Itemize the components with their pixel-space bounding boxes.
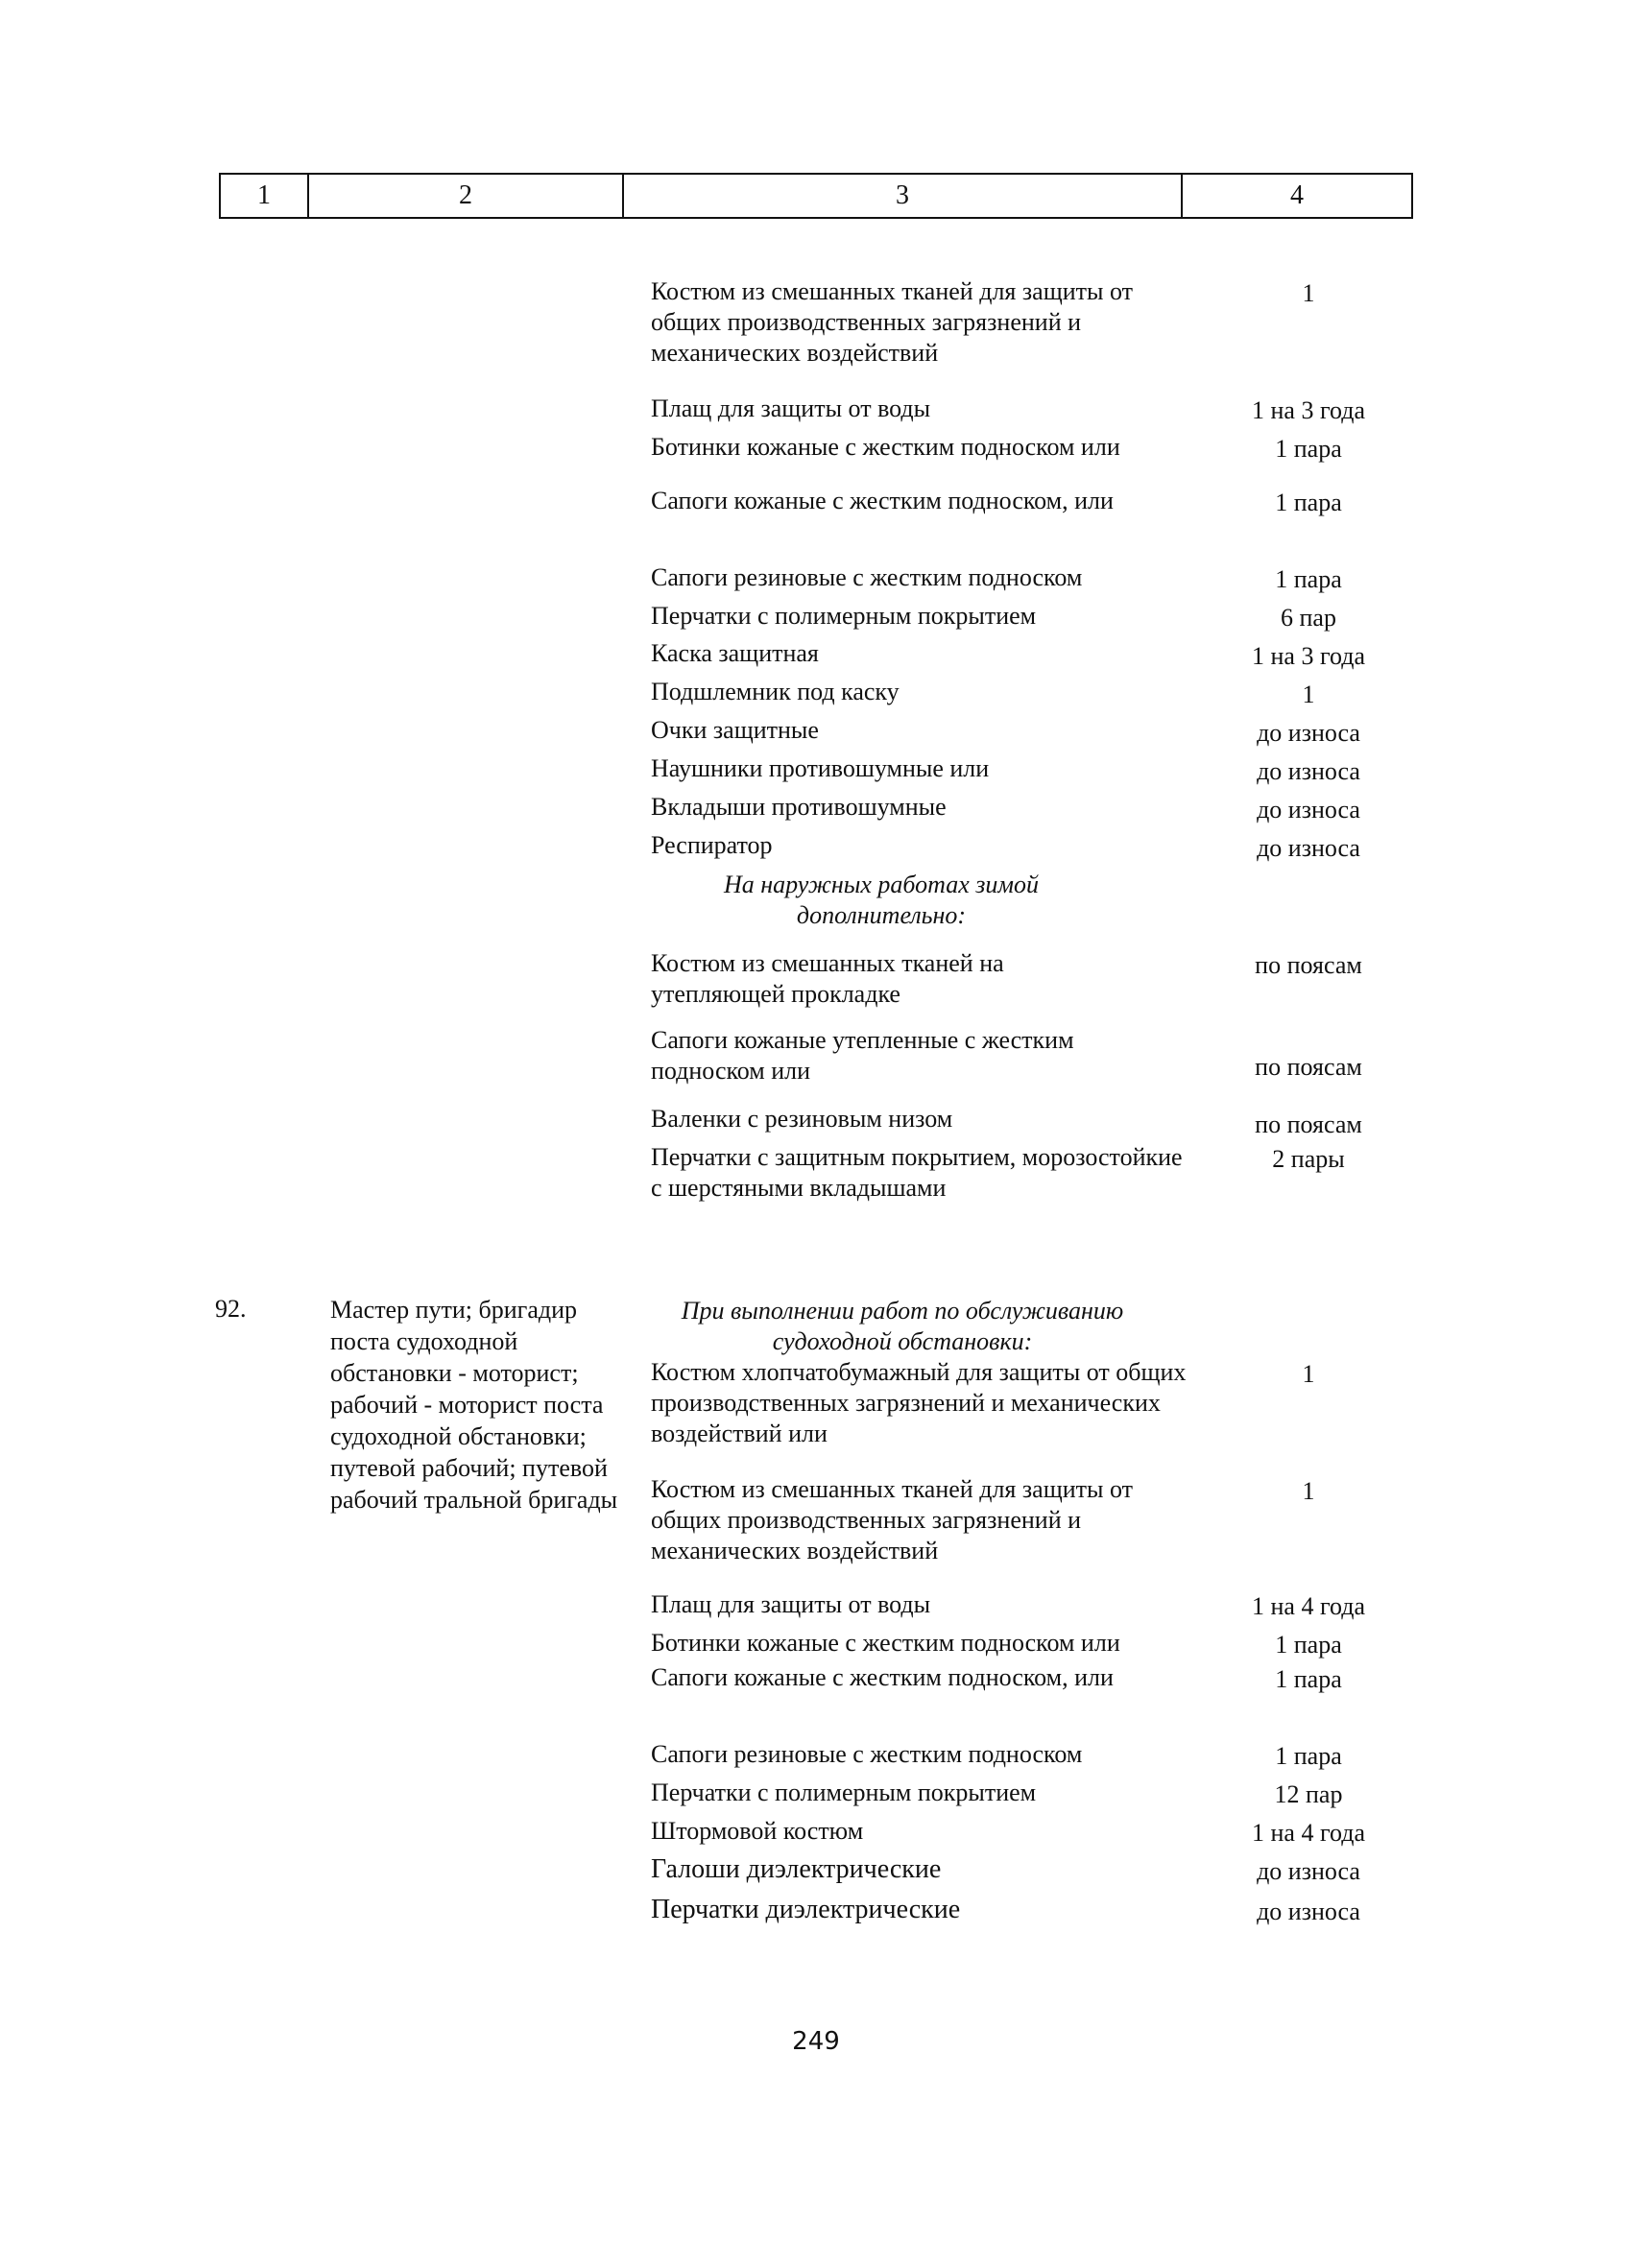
block2-item-4: Ботинки кожаные с жестким подноском или bbox=[651, 1629, 1120, 1657]
block1-item-12: Респиратор bbox=[651, 831, 773, 859]
block2-qty-4: 1 пара bbox=[1275, 1631, 1342, 1659]
block2-item-9: Галоши диэлектрические bbox=[651, 1854, 942, 1884]
block2-qty-8: 1 на 4 года bbox=[1252, 1819, 1365, 1847]
block1-qty-10: до износа bbox=[1257, 757, 1360, 785]
block1-item-2: Плащ для защиты от воды bbox=[651, 394, 931, 422]
block1-item-5: Сапоги резиновые с жестким подноском bbox=[651, 563, 1083, 591]
block2-item-10: Перчатки диэлектрические bbox=[651, 1895, 961, 1924]
winter-item-2: Сапоги кожаные утепленные с жестким подноском или bbox=[651, 1026, 1074, 1085]
block1-item-9: Очки защитные bbox=[651, 716, 819, 744]
block2-heading: При выполнении работ по обслуживанию судоходной обстановки: bbox=[681, 1297, 1124, 1355]
block2-qty-3: 1 на 4 года bbox=[1252, 1592, 1365, 1620]
block1-item-8: Подшлемник под каску bbox=[651, 678, 900, 705]
winter-item-1: Костюм из смешанных тканей на утепляющей прокладке bbox=[651, 949, 1004, 1008]
table-header-row bbox=[219, 173, 1413, 219]
block1-qty-9: до износа bbox=[1257, 719, 1360, 747]
block1-qty-2: 1 на 3 года bbox=[1252, 396, 1365, 424]
block1-item-4: Сапоги кожаные с жестким подноском, или bbox=[651, 487, 1114, 514]
job-title: Мастер пути; бригадир поста судоходной обстановки - моторист; рабочий - моторист поста судоходной обстановки; путевой рабочий; путевой рабочий тральной бригады bbox=[330, 1296, 618, 1514]
page-number: 249 bbox=[792, 2027, 840, 2056]
block2-qty-5: 1 пара bbox=[1275, 1665, 1342, 1693]
block2-item-3: Плащ для защиты от воды bbox=[651, 1590, 931, 1618]
winter-qty-3: по поясам bbox=[1255, 1110, 1362, 1138]
block1-qty-5: 1 пара bbox=[1275, 565, 1342, 593]
block1-qty-6: 6 пар bbox=[1281, 604, 1336, 632]
block1-qty-8: 1 bbox=[1302, 680, 1315, 708]
block2-qty-6: 1 пара bbox=[1275, 1742, 1342, 1770]
block1-qty-7: 1 на 3 года bbox=[1252, 642, 1365, 670]
block1-item-6: Перчатки с полимерным покрытием bbox=[651, 602, 1037, 630]
block2-item-1: Костюм хлопчатобумажный для защиты от общих производственных загрязнений и механических воздействий или bbox=[651, 1358, 1187, 1447]
block2-qty-10: до износа bbox=[1257, 1898, 1360, 1925]
header-col-4: 4 bbox=[1290, 180, 1304, 210]
block2-item-8: Штормовой костюм bbox=[651, 1817, 864, 1845]
block1-item-10: Наушники противошумные или bbox=[651, 754, 990, 782]
header-col-3: 3 bbox=[624, 175, 1183, 217]
block2-qty-2: 1 bbox=[1302, 1477, 1315, 1505]
header-col-1: 1 bbox=[221, 175, 309, 217]
block2-item-6: Сапоги резиновые с жестким подноском bbox=[651, 1740, 1083, 1768]
block2-qty-7: 12 пар bbox=[1274, 1780, 1343, 1808]
position-number: 92. bbox=[215, 1295, 247, 1323]
block1-item-11: Вкладыши противошумные bbox=[651, 793, 947, 821]
block1-item-1: Костюм из смешанных тканей для защиты от общих производственных загрязнений и механических воздействий bbox=[651, 277, 1133, 367]
block1-item-7: Каска защитная bbox=[651, 639, 819, 667]
header-col-2: 2 bbox=[309, 175, 624, 217]
winter-item-3: Валенки с резиновым низом bbox=[651, 1105, 953, 1133]
block1-qty-12: до износа bbox=[1257, 834, 1360, 862]
block2-item-7: Перчатки с полимерным покрытием bbox=[651, 1779, 1037, 1806]
block1-qty-4: 1 пара bbox=[1275, 489, 1342, 516]
winter-qty-1: по поясам bbox=[1255, 951, 1362, 979]
block2-item-2: Костюм из смешанных тканей для защиты от общих производственных загрязнений и механических воздействий bbox=[651, 1475, 1133, 1564]
block1-qty-11: до износа bbox=[1257, 796, 1360, 824]
block2-qty-1: 1 bbox=[1302, 1360, 1315, 1388]
block1-qty-1: 1 bbox=[1302, 279, 1315, 307]
winter-qty-2: по поясам bbox=[1255, 1053, 1362, 1081]
block1-qty-3: 1 пара bbox=[1275, 435, 1342, 463]
winter-qty-4: 2 пары bbox=[1272, 1145, 1345, 1173]
block2-qty-9: до износа bbox=[1257, 1857, 1360, 1885]
winter-item-4: Перчатки с защитным покрытием, морозостойкие с шерстяными вкладышами bbox=[651, 1143, 1183, 1202]
block1-item-3: Ботинки кожаные с жестким подноском или bbox=[651, 433, 1120, 461]
block2-item-5: Сапоги кожаные с жестким подноском, или bbox=[651, 1663, 1114, 1691]
winter-heading: На наружных работах зимой дополнительно: bbox=[723, 871, 1040, 929]
